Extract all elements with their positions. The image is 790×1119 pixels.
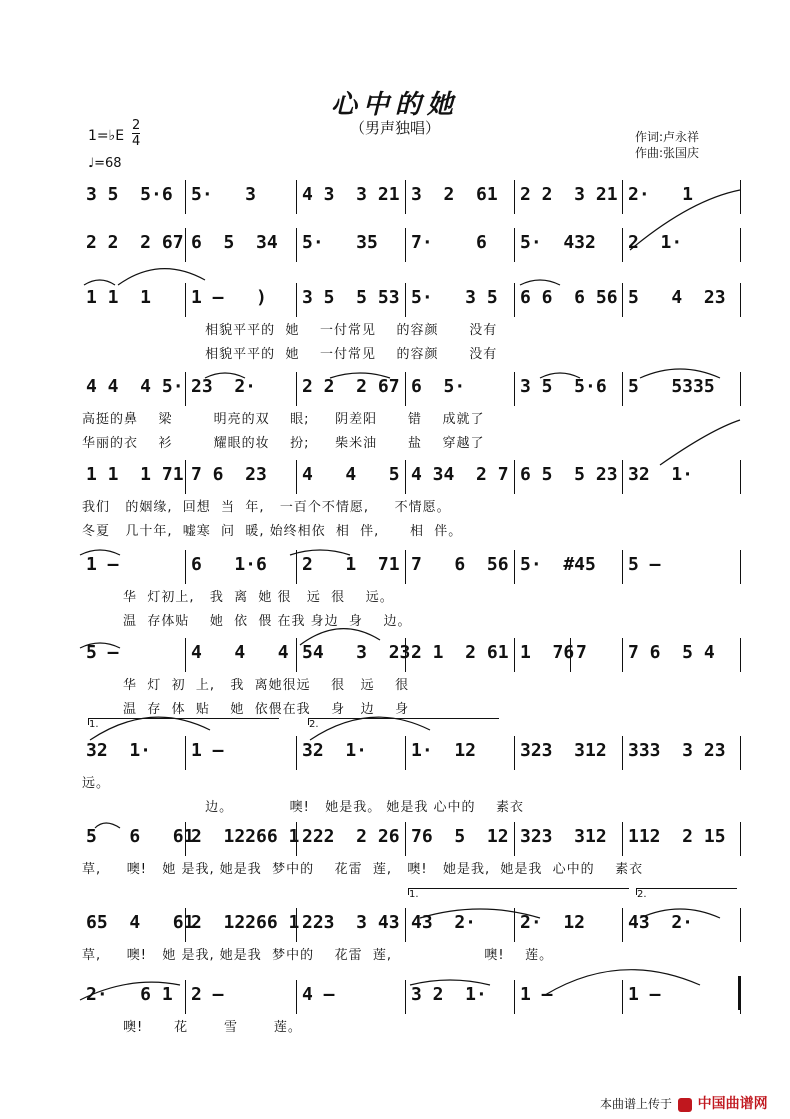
barline [296, 736, 297, 770]
measure: 6 1·6 [191, 554, 267, 575]
lyric-line: 华 灯 初 上, 我 离她很远 很 远 很 [82, 678, 410, 693]
lyric-line: 相貌平平的 她 一付常见 的容颜 没有 [82, 323, 498, 338]
measure: 76 5 12 [411, 826, 509, 847]
measure: 2 1 2 61 [411, 642, 509, 663]
barline [622, 908, 623, 942]
measure: 32 1· [628, 464, 694, 485]
measure: 1 – [520, 984, 553, 1005]
barline [185, 228, 186, 262]
measure: 323 312 [520, 826, 607, 847]
measure: 3 5 5·6 [520, 376, 607, 397]
barline [514, 460, 515, 494]
lyric-line: 噢! 花 雪 莲。 [82, 1020, 302, 1035]
barline [622, 180, 623, 214]
measure: 7 6 5 4 [628, 642, 715, 663]
barline [622, 980, 623, 1014]
measure: 5 5335 [628, 376, 715, 397]
measure: 6 5· [411, 376, 466, 397]
volta-first: 1. [408, 888, 629, 895]
measure: 5· 35 [302, 232, 378, 253]
barline [622, 822, 623, 856]
barline [405, 550, 406, 584]
measure: 5 – [628, 554, 661, 575]
measure: 323 312 [520, 740, 607, 761]
lyric-line: 华丽的衣 衫 耀眼的妆 扮; 柴米油 盐 穿越了 [82, 436, 485, 451]
composer-credit: 作曲:张国庆 [635, 146, 700, 160]
barline [296, 372, 297, 406]
measure: 2 2 2 67 [302, 376, 400, 397]
barline [622, 638, 623, 672]
barline [740, 736, 741, 770]
lyricist-credit: 作词:卢永祥 [635, 130, 700, 144]
site-logo-icon [678, 1098, 692, 1112]
measure: 2 2 2 67 [86, 232, 184, 253]
barline [185, 283, 186, 317]
measure: 222 2 26 [302, 826, 400, 847]
barline [296, 638, 297, 672]
measure: 5· #45 [520, 554, 596, 575]
barline [514, 908, 515, 942]
barline [514, 372, 515, 406]
measure: 4 3 3 21 [302, 184, 400, 205]
measure: 2 2 3 21 [520, 184, 618, 205]
measure: 2 1· [628, 232, 683, 253]
barline [514, 980, 515, 1014]
time-signature [132, 118, 140, 149]
measure: 32 1· [86, 740, 152, 761]
barline [296, 283, 297, 317]
barline [185, 980, 186, 1014]
barline [185, 550, 186, 584]
barline [405, 736, 406, 770]
measure: 2 12266 1 [191, 826, 300, 847]
measure: 2 1 71 [302, 554, 400, 575]
measure: 2· 12 [520, 912, 586, 933]
measure: 1 – ) [191, 287, 267, 308]
measure: 3 5 5·6 [86, 184, 173, 205]
measure: 65 4 61 [86, 912, 195, 933]
lyric-line: 草, 噢! 她 是我, 她是我 梦中的 花雷 莲, 噢! 莲。 [82, 948, 554, 963]
barline [514, 550, 515, 584]
measure: 6 6 6 56 [520, 287, 618, 308]
barline [185, 638, 186, 672]
barline [405, 822, 406, 856]
measure: 6 5 5 23 [520, 464, 618, 485]
lyric-line: 华 灯初上, 我 离 她 很 远 很 远。 [82, 590, 394, 605]
slur [84, 280, 115, 285]
measure: 333 3 23 [628, 740, 726, 761]
barline [405, 372, 406, 406]
barline [740, 283, 741, 317]
measure: 5 4 23 [628, 287, 726, 308]
measure: 4 4 5 [302, 464, 400, 485]
barline [514, 180, 515, 214]
barline [514, 822, 515, 856]
lyric-line: 相貌平平的 她 一付常见 的容颜 没有 [82, 347, 498, 362]
measure: 3 5 5 53 [302, 287, 400, 308]
measure: 7 [576, 642, 587, 663]
measure: 4 4 4 [191, 642, 289, 663]
measure: 4 4 4 5· [86, 376, 184, 397]
barline [296, 980, 297, 1014]
lyric-line: 高挺的鼻 梁 明亮的双 眼; 阴差阳 错 成就了 [82, 412, 485, 427]
measure: 43 2· [628, 912, 694, 933]
measure: 43 2· [411, 912, 477, 933]
measure: 7· 6 [411, 232, 487, 253]
barline [405, 180, 406, 214]
measure: 3 2 1· [411, 984, 487, 1005]
barline [185, 736, 186, 770]
lyric-line: 我们 的姻缘, 回想 当 年, 一百个不情愿, 不情愿。 [82, 500, 451, 515]
measure: 4 34 2 7 [411, 464, 509, 485]
barline [514, 638, 515, 672]
lyric-line: 边。 噢! 她是我。 她是我 心中的 素衣 [82, 800, 525, 815]
slur [520, 280, 560, 285]
measure: 5 – [86, 642, 119, 663]
time-sig-top: 2 [132, 118, 141, 133]
barline [740, 908, 741, 942]
barline [740, 460, 741, 494]
barline [405, 980, 406, 1014]
barline [405, 460, 406, 494]
measure: 5· 3 5 [411, 287, 498, 308]
barline [185, 460, 186, 494]
barline [622, 460, 623, 494]
key-signature: 1=♭E [88, 128, 125, 144]
lyric-line: 温 存体贴 她 依 偎 在我 身边 身 边。 [82, 614, 412, 629]
measure: 1 – [191, 740, 224, 761]
barline [296, 228, 297, 262]
slur [118, 269, 205, 285]
lyric-line: 冬夏 几十年, 嘘寒 问 暖, 始终相依 相 伴, 相 伴。 [82, 524, 463, 539]
lyric-line: 草, 噢! 她 是我, 她是我 梦中的 花雷 莲, 噢! 她是我, 她是我 心中的 素衣 [82, 862, 644, 877]
final-barline [738, 976, 741, 1010]
measure: 223 3 43 [302, 912, 400, 933]
measure: 5 6 61 [86, 826, 195, 847]
barline [296, 180, 297, 214]
barline [740, 638, 741, 672]
barline [622, 550, 623, 584]
measure: 32 1· [302, 740, 368, 761]
measure: 7 6 23 [191, 464, 267, 485]
measure: 1 – [628, 984, 661, 1005]
measure: 4 – [302, 984, 335, 1005]
volta-second: 2. [308, 718, 499, 725]
barline [185, 372, 186, 406]
barline [514, 228, 515, 262]
barline [296, 550, 297, 584]
barline [740, 228, 741, 262]
footer-text: 本曲谱上传于 [600, 1097, 673, 1111]
measure: 2· 6 1 [86, 984, 173, 1005]
barline [740, 180, 741, 214]
time-sig-bottom: 4 [132, 134, 141, 149]
tempo-marking: ♩=68 [88, 156, 122, 171]
volta-second: 2. [636, 888, 737, 895]
barline [405, 283, 406, 317]
barline [405, 228, 406, 262]
barline [740, 822, 741, 856]
barline [514, 736, 515, 770]
barline [740, 550, 741, 584]
measure: 54 3 23 [302, 642, 411, 663]
measure: 2· 1 [628, 184, 694, 205]
barline [622, 283, 623, 317]
barline [622, 736, 623, 770]
measure: 7 6 56 [411, 554, 509, 575]
lyric-line: 远。 [82, 776, 111, 791]
footer-site: 中国曲谱网 [697, 1096, 768, 1112]
measure: 1 – [86, 554, 119, 575]
measure: 5· 3 [191, 184, 257, 205]
measure: 1· 12 [411, 740, 477, 761]
slur [660, 420, 740, 465]
barline [740, 372, 741, 406]
volta-first: 1. [88, 718, 279, 725]
measure: 1 76 [520, 642, 575, 663]
measure: 5· 432 [520, 232, 596, 253]
measure: 1 1 1 [86, 287, 152, 308]
measure: 6 5 34 [191, 232, 278, 253]
measure: 23 2· [191, 376, 257, 397]
song-title: 心中的她 [330, 90, 459, 120]
barline [514, 283, 515, 317]
measure: 3 2 61 [411, 184, 498, 205]
lyric-line: 温 存 体 贴 她 依偎在我 身 边 身 [82, 702, 410, 717]
measure: 2 – [191, 984, 224, 1005]
barline [405, 908, 406, 942]
barline [296, 460, 297, 494]
barline [185, 180, 186, 214]
barline [622, 228, 623, 262]
footer-watermark [600, 1093, 768, 1113]
measure: 1 1 1 71 [86, 464, 184, 485]
barline [622, 372, 623, 406]
measure: 2 12266 1 [191, 912, 300, 933]
measure: 112 2 15 [628, 826, 726, 847]
song-subtitle: （男声独唱） [349, 119, 440, 137]
